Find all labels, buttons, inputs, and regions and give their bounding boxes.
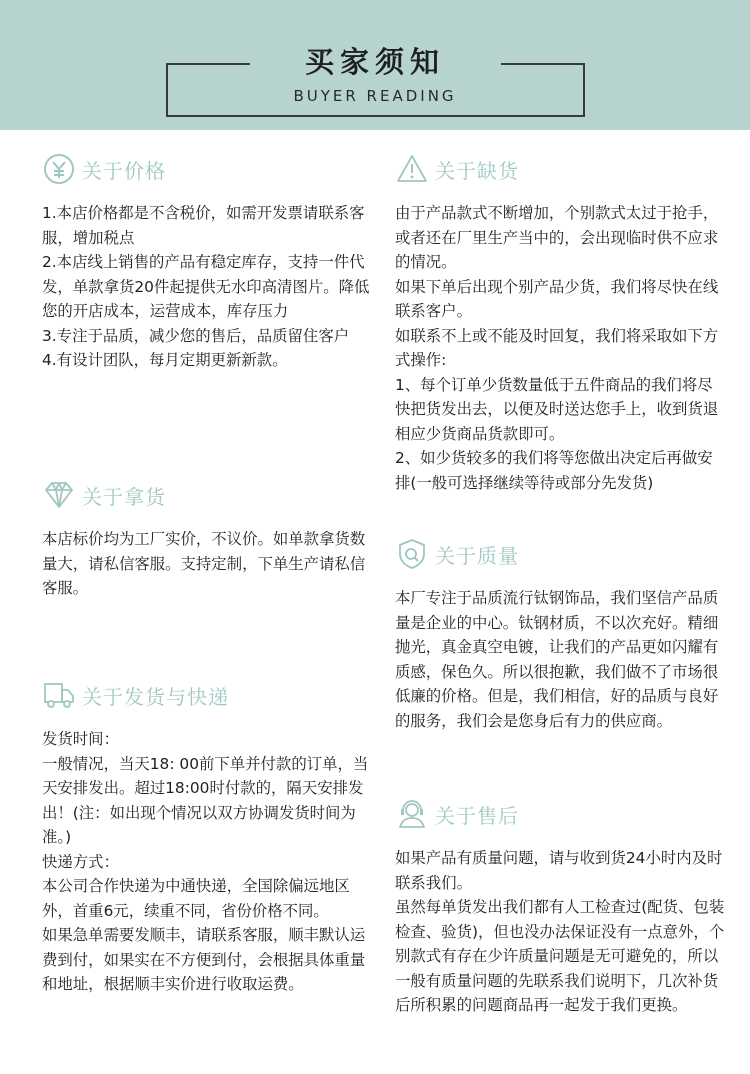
section-stock-body [395, 201, 725, 495]
customer-service-icon [395, 797, 429, 831]
section-stock-title: 关于缺货 [435, 158, 519, 183]
section-after-sales-header [395, 796, 725, 832]
section-stock [395, 151, 725, 495]
stock-line-1: 由于产品款式不断增加，个别款式太过于抢手，或者还在厂里生产当中的，会出现临时供不应求的情况。 [395, 204, 719, 271]
section-quality-title: 关于质量 [435, 543, 519, 568]
section-shipping-body [42, 727, 372, 997]
stock-line-2: 如果下单后出现个别产品少货，我们将尽快在线联系客户。 [395, 277, 719, 320]
section-quality-body [395, 586, 725, 733]
shield-check-icon [395, 537, 429, 571]
section-quality [395, 536, 725, 733]
delivery-truck-icon [42, 678, 76, 712]
price-line-1: 1.本店价格都是不含税价，如需开发票请联系客服，增加税点 [42, 204, 365, 247]
stock-line-4: 1、每个订单少货数量低于五件商品的我们将尽快把货发出去，以便及时送达您手上，收到货退相应少货商品货款即可。 [395, 375, 719, 443]
after-sales-line-1: 如果产品有质量问题，请与收到货24小时内及时联系我们。 [395, 849, 723, 892]
section-shipping-title: 关于发货与快递 [82, 684, 229, 709]
section-pickup-header [42, 477, 372, 513]
quality-line-1: 本厂专注于品质流行钛钢饰品，我们坚信产品质量是企业的中心。钛钢材质，不以次充好。精细抛光，真金真空电镀，让我们的产品更如闪耀有质感，保色久。所以很抱歉，我们做不了市场很低廉的价格。但是，我们相信，好的品质与良好的服务，我们会是您身后有力的供应商。 [395, 589, 719, 730]
shipping-line-1: 发货时间： [42, 730, 119, 748]
shipping-line-4: 本公司合作快递为中通快递，全国除偏远地区外，首重6元，续重不同，省份价格不同。 [42, 877, 350, 920]
price-line-2: 2.本店线上销售的产品有稳定库存，支持一件代发，单款拿货20件起提供无水印高清图片。降低您的开店成本，运营成本，库存压力 [42, 253, 370, 320]
yen-icon [42, 152, 76, 186]
price-line-4: 4.有设计团队，每月定期更新新款。 [42, 351, 288, 369]
section-stock-header [395, 151, 725, 187]
price-line-3: 3.专注于品质，减少您的售后，品质留住客户 [42, 326, 350, 345]
section-shipping [42, 677, 372, 997]
section-shipping-header [42, 677, 372, 713]
section-pickup-body [42, 527, 372, 601]
section-after-sales-title: 关于售后 [435, 803, 519, 828]
section-pickup-title: 关于拿货 [82, 484, 166, 509]
shipping-line-5: 如果急单需要发顺丰，请联系客服，顺丰默认运费到付，如果实在不方便到付，会根据具体重量和地址，根据顺丰实价进行收取运费。 [42, 926, 366, 993]
section-after-sales [395, 796, 725, 1018]
stock-line-5: 2、如少货较多的我们将等您做出决定后再做安排(一般可选择继续等待或部分先发货) [395, 449, 713, 492]
section-price-title: 关于价格 [82, 158, 166, 183]
shipping-line-2: 一般情况，当天18: 00前下单并付款的订单，当天安排发出。超过18:00时付款的，隔天安排发出！(注：如出现个情况以双方协调发货时间为准。) [42, 754, 369, 846]
stock-line-3: 如联系不上或不能及时回复，我们将采取如下方式操作: [395, 326, 719, 369]
diamond-icon [42, 478, 76, 512]
section-price-header [42, 151, 372, 187]
warning-icon [395, 152, 429, 186]
section-price-body [42, 201, 372, 373]
page-subtitle: BUYER READING [293, 87, 457, 105]
section-price [42, 151, 372, 373]
section-pickup [42, 477, 372, 601]
after-sales-line-2: 虽然每单货发出我们都有人工检查过(配货、包装检查、验货)，但也没办法保证没有一点意外，个别款式有存在少许质量问题是无可避免的，所以一般有质量问题的先联系我们说明下，几次补货后所积累的问题商品再一起发于我们更换。 [395, 898, 725, 1014]
section-after-sales-body [395, 846, 725, 1018]
shipping-line-3: 快递方式： [42, 852, 119, 871]
section-quality-header [395, 536, 725, 572]
pickup-line-1: 本店标价均为工厂实价，不议价。如单款拿货数量大，请私信客服。支持定制，下单生产请私信客服。 [42, 530, 366, 597]
page-title: 买家须知 [304, 45, 445, 79]
